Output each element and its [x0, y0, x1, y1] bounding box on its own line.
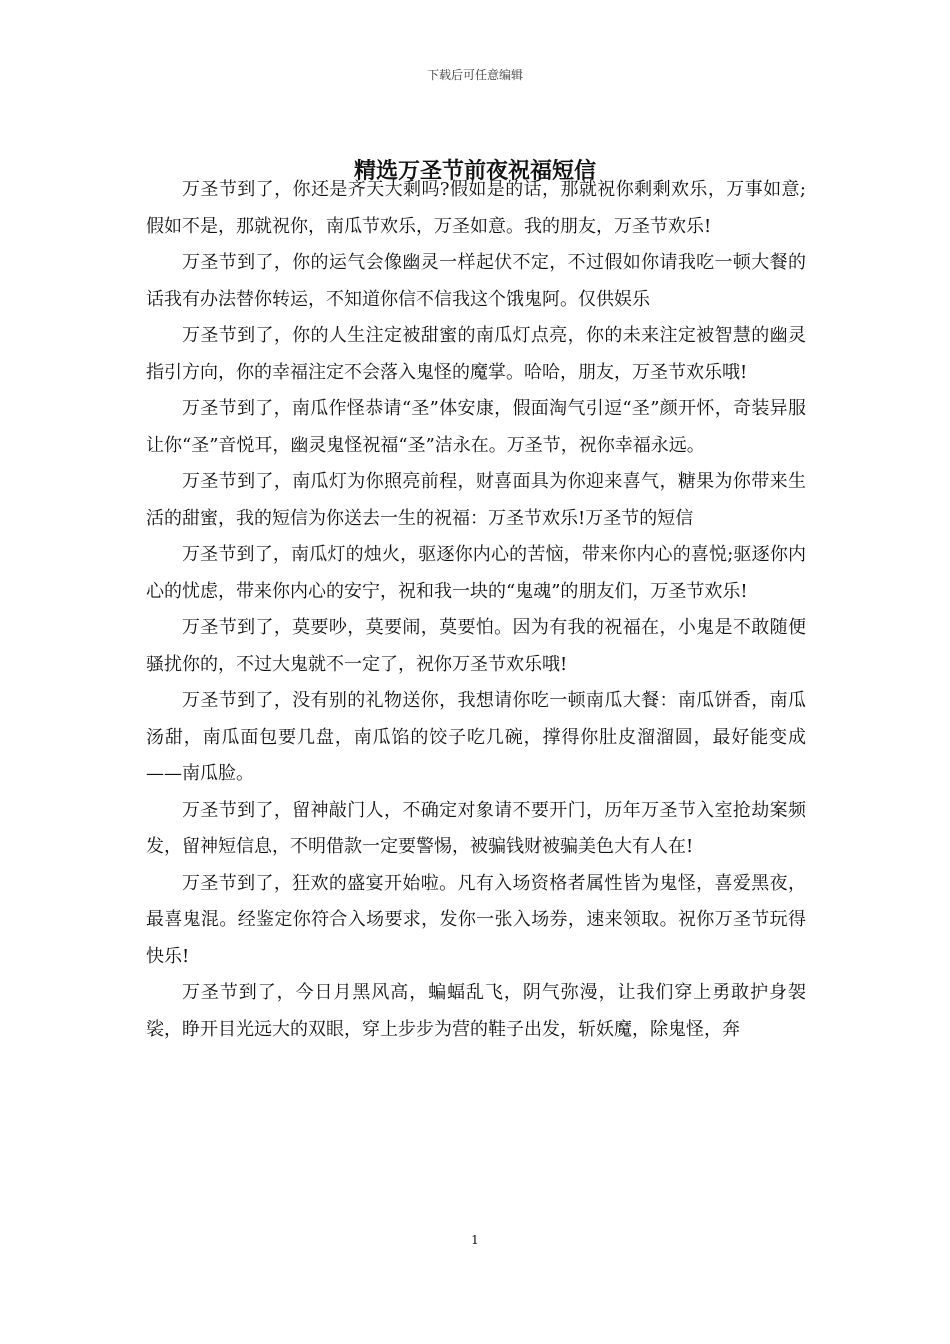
paragraph: 万圣节到了，南瓜灯的烛火，驱逐你内心的苦恼，带来你内心的喜悦;驱逐你内心的忧虑，带来你内心的安宁，祝和我一块的“鬼魂”的朋友们，万圣节欢乐!: [146, 544, 806, 602]
paragraph: 万圣节到了，今日月黑风高，蝙蝠乱飞，阴气弥漫，让我们穿上勇敢护身袈裟，睁开目光远大的双眼，穿上步步为营的鞋子出发，斩妖魔，除鬼怪，奔: [146, 982, 806, 1040]
paragraph: 万圣节到了，你的运气会像幽灵一样起伏不定，不过假如你请我吃一顿大餐的话我有办法替你转运，不知道你信不信我这个饿鬼阿。仅供娱乐: [146, 252, 806, 310]
paragraph: 万圣节到了，狂欢的盛宴开始啦。凡有入场资格者属性皆为鬼怪，喜爱黑夜，最喜鬼混。经鉴定你符合入场要求，发你一张入场券，速来领取。祝你万圣节玩得快乐!: [146, 872, 806, 967]
document-title: 精选万圣节前夜祝福短信: [353, 158, 596, 184]
paragraph: 万圣节到了，莫要吵，莫要闹，莫要怕。因为有我的祝福在，小鬼是不敢随便骚扰你的，不过大鬼就不一定了，祝你万圣节欢乐哦!: [146, 617, 806, 675]
paragraph: 万圣节到了，你的人生注定被甜蜜的南瓜灯点亮，你的未来注定被智慧的幽灵指引方向，你的幸福注定不会落入鬼怪的魔掌。哈哈，朋友，万圣节欢乐哦!: [146, 325, 806, 383]
document-body: [146, 172, 806, 1048]
paragraph: 万圣节到了，南瓜作怪恭请“圣”体安康，假面淘气引逗“圣”颜开怀，奇装异服让你“圣”音悦耳，幽灵鬼怪祝福“圣”洁永在。万圣节，祝你幸福永远。: [146, 398, 806, 456]
paragraph: 万圣节到了，南瓜灯为你照亮前程，财喜面具为你迎来喜气，糖果为你带来生活的甜蜜，我的短信为你送去一生的祝福：万圣节欢乐!万圣节的短信: [146, 471, 806, 529]
paragraph: 万圣节到了，留神敲门人，不确定对象请不要开门，历年万圣节入室抢劫案频发，留神短信息，不明借款一定要警惕，被骗钱财被骗美色大有人在!: [146, 799, 806, 857]
paragraph: 万圣节到了，没有别的礼物送你，我想请你吃一顿南瓜大餐：南瓜饼香，南瓜汤甜，南瓜面包要几盘，南瓜馅的饺子吃几碗，撑得你肚皮溜溜圆，最好能变成——南瓜脸。: [146, 690, 806, 784]
page-number: 1: [471, 1233, 479, 1247]
paragraph: 万圣节到了，你还是齐天大剩吗?假如是的话，那就祝你剩剩欢乐，万事如意;假如不是，那就祝你，南瓜节欢乐，万圣如意。我的朋友，万圣节欢乐!: [146, 179, 806, 237]
header-note: 下载后可任意编辑: [426, 68, 523, 82]
